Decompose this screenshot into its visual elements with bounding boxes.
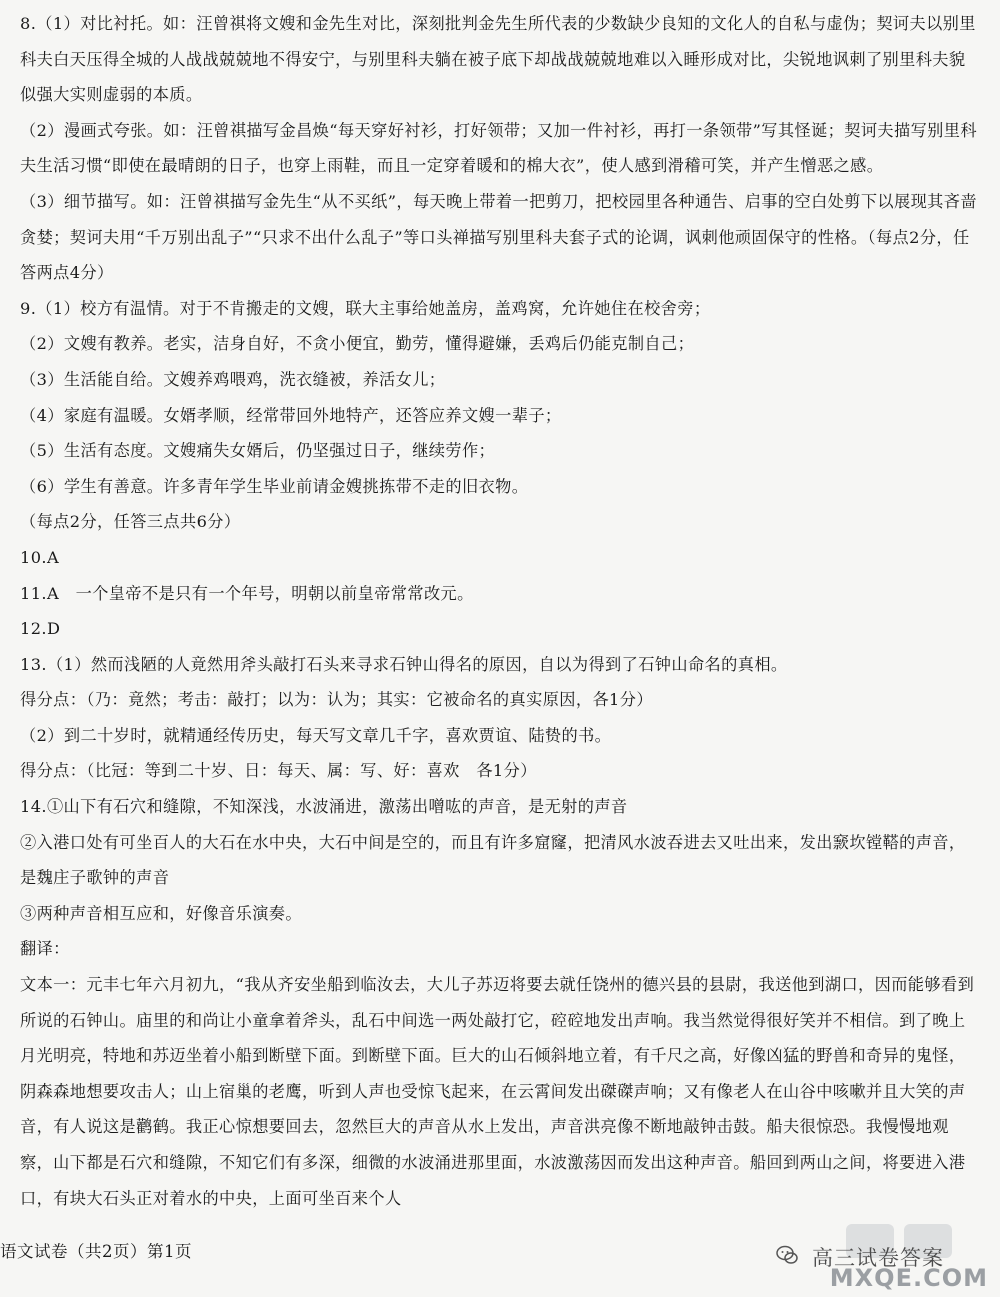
translation-text-1: 文本一：元丰七年六月初九，“我从齐安坐船到临汝去，大儿子苏迈将要去就任饶州的德兴县的县尉，我送他到湖口，因而能够看到所说的石钟山。庙里的和尚让小童拿着斧头，乱石中间选一两处敲打它，硿硿地发出声响。我当然觉得很好笑并不相信。到了晚上月光明亮，特地和苏迈坐着小船到断壁下面。到断壁下面。巨大的山石倾斜地立着，有千尺之高，好像凶猛的野兽和奇异的鬼怪，阴森森地想要攻击人；山上宿巢的老鹰，听到人声也受惊飞起来，在云霄间发出磔磔声响；又有像老人在山谷中咳嗽并且大笑的声音，有人说这是鹳鹤。我正心惊想要回去，忽然巨大的声音从水上发出，声音洪亮像不断地敲钟击鼓。船夫很惊恐。我慢慢地观察，山下都是石穴和缝隙，不知它们有多深，细微的水波涌进那里面，水波激荡因而发出这种声音。船回到两山之间，将要进入港口，有块大石头正对着水的中央，上面可坐百来个人: [20, 975, 975, 1208]
wechat-icon: [776, 1245, 798, 1265]
answer-9-2: （2）文嫂有教养。老实，洁身自好，不贪小便宜，勤劳，懂得避嫌，丢鸡后仍能克制自己；: [20, 334, 695, 354]
answer-13-1-scoring: 得分点：（乃：竟然；考击：敲打；以为：认为；其实：它被命名的真实原因，各1分）: [20, 690, 653, 710]
answer-12: 12.D: [20, 619, 61, 639]
answer-8-1: 8.（1）对比衬托。如：汪曾祺将文嫂和金先生对比，深刻批判金先生所代表的少数缺少良知的文化人的自私与虚伪；契诃夫以别里科夫白天压得全城的人战战兢兢地不得安宁，与别里科夫躺在被子底下却战战兢兢地难以入睡形成对比，尖锐地讽刺了别里科夫貌似强大实则虚弱的本质。: [20, 14, 976, 105]
answer-14-3: ③两种声音相互应和，好像音乐演奏。: [20, 903, 302, 923]
answer-11: 11.A 一个皇帝不是只有一个年号，明朝以前皇帝常常改元。: [20, 583, 474, 603]
answer-13-2-scoring: 得分点：（比冠：等到二十岁、日：每天、属：写、好：喜欢 各1分）: [20, 761, 537, 781]
page-footer: 语文试卷（共2页）第1页: [0, 1242, 192, 1261]
answer-9-4: （4）家庭有温暖。女婿孝顺，经常带回外地特产，还答应养文嫂一辈子；: [20, 405, 562, 425]
watermark-account: 高三试卷答案: [812, 1246, 944, 1270]
answer-9-scoring: （每点2分，任答三点共6分）: [20, 512, 241, 532]
watermark: [772, 1218, 992, 1294]
answer-13-2: （2）到二十岁时，就精通经传历史，每天写文章几千字，喜欢贾谊、陆贽的书。: [20, 725, 612, 745]
answer-9-3: （3）生活能自给。文嫂养鸡喂鸡，洗衣缝被，养活女儿；: [20, 369, 446, 389]
answer-9-1: 9.（1）校方有温情。对于不肯搬走的文嫂，联大主事给她盖房，盖鸡窝，允许她住在校舍旁；: [20, 298, 711, 318]
watermark-domain: MXQE.COM: [829, 1264, 988, 1292]
answer-8-3: （3）细节描写。如：汪曾祺描写金先生“从不买纸”，每天晚上带着一把剪刀，把校园里各种通告、启事的空白处剪下以展现其吝啬贪婪；契诃夫用“千万别出乱子”“只求不出什么乱子”等口头禅描写别里科夫套子式的论调，讽刺他顽固保守的性格。（每点2分，任答两点4分）: [20, 191, 977, 283]
answer-8-2: （2）漫画式夸张。如：汪曾祺描写金昌焕“每天穿好衬衫，打好领带；又加一件衬衫，再打一条领带”写其怪诞；契诃夫描写别里科夫生活习惯“即使在最晴朗的日子，也穿上雨鞋，而且一定穿着暖和的棉大衣”，使人感到滑稽可笑，并产生憎恶之感。: [20, 120, 977, 176]
answer-content: [20, 6, 982, 1216]
translation-heading: 翻译：: [20, 939, 70, 959]
answer-10: 10.A: [20, 547, 60, 567]
answer-14-1: 14.①山下有石穴和缝隙，不知深浅，水波涌进，激荡出噌吰的声音，是无射的声音: [20, 797, 628, 817]
answer-14-2: ②入港口处有可坐百人的大石在水中央，大石中间是空的，而且有许多窟窿，把清风水波吞进去又吐出来，发出窾坎镗鞳的声音，是魏庄子歌钟的声音: [20, 832, 966, 888]
answer-13-1: 13.（1）然而浅陋的人竟然用斧头敲打石头来寻求石钟山得名的原因，自以为得到了石钟山命名的真相。: [20, 654, 788, 674]
answer-9-6: （6）学生有善意。许多青年学生毕业前请金嫂挑拣带不走的旧衣物。: [20, 476, 529, 496]
answer-9-5: （5）生活有态度。文嫂痛失女婿后，仍坚强过日子，继续劳作；: [20, 441, 496, 461]
